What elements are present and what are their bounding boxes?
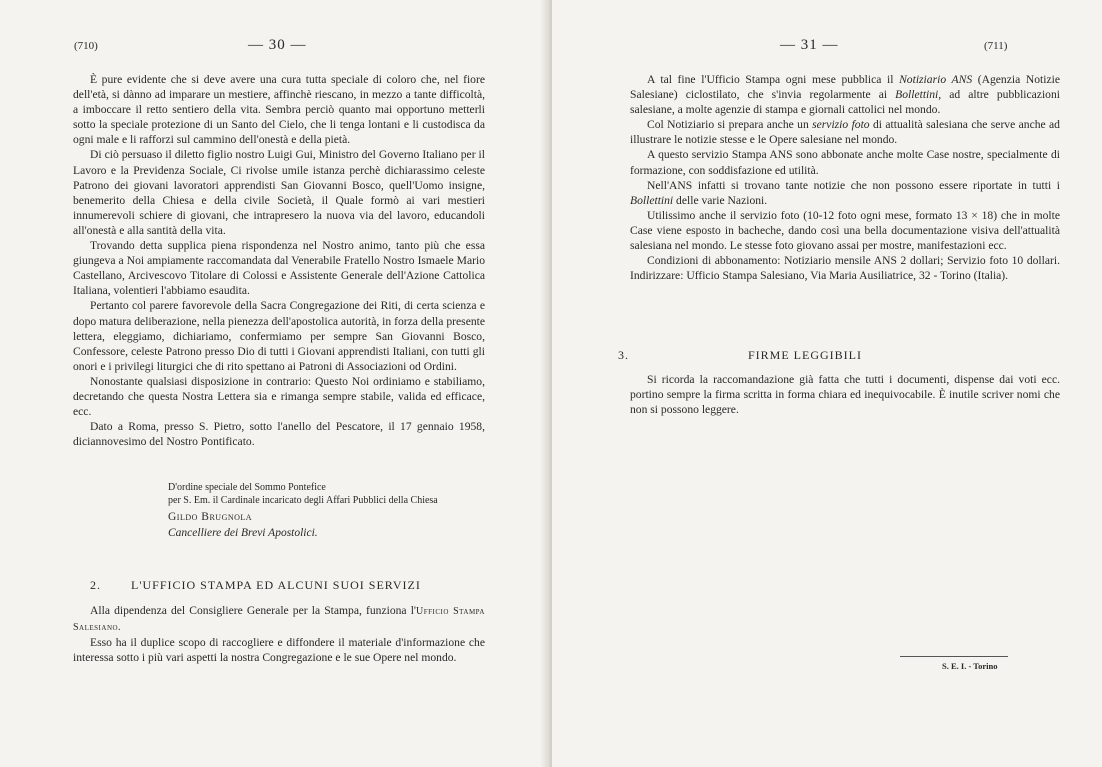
left-page-ref: (710) — [74, 40, 98, 52]
section-number: 3. — [618, 348, 629, 362]
paragraph: Trovando detta supplica piena rispondenza nel Nostro animo, tanto più che essa giungeva a Noi ampiamente raccomandata dal Venerabile Fratello Nostro Ismaele Mario Castellano, Arcivescovo Titolare di Colossi e Assistente Generale dell'Azione Cattolica Italiana, volentieri l'abbiamo esaudita. — [73, 239, 485, 298]
left-page — [0, 0, 548, 767]
footer-rule — [900, 656, 1008, 657]
right-section-body — [630, 372, 1060, 417]
printer-imprint: S. E. I. - Torino — [942, 661, 998, 671]
signature-block — [168, 481, 438, 540]
left-folio: — 30 — — [248, 37, 307, 53]
section-number: 2. — [90, 578, 101, 592]
publication-title: Bollettini — [630, 193, 674, 207]
paragraph-text: Alla dipendenza del Consigliere Generale per la Stampa, funziona l' — [90, 604, 416, 617]
paragraph-text: delle varie Nazioni. — [673, 193, 768, 207]
paragraph: Esso ha il duplice scopo di raccogliere e diffondere il materiale d'informazione che interessa sotto i più vari aspetti la nostra Congregazione e le sue Opere nel mondo. — [73, 636, 485, 665]
paragraph-text: Nell'ANS infatti si trovano tante notizie che non possono essere riportate in tutti i — [647, 178, 1060, 192]
signature-line: per S. Em. il Cardinale incaricato degli Affari Pubblici della Chiesa — [168, 495, 438, 506]
paragraph-text: Col Notiziario si prepara anche un — [647, 118, 813, 132]
service-name: servizio foto — [812, 118, 870, 132]
paragraph: Condizioni di abbonamento: Notiziario mensile ANS 2 dollari; Servizio foto 10 dollari. Indirizzare: Ufficio Stampa Salesiano, Via Maria Ausiliatrice, 32 - Torino (Italia). — [630, 254, 1060, 283]
paragraph — [630, 178, 1060, 208]
right-page — [552, 0, 1102, 767]
paragraph-text: , ad altre pubblicazioni salesiane, a molte agenzie di stampa e giornali cattolici nel mondo. — [630, 88, 1060, 117]
paragraph — [73, 603, 485, 635]
paragraph: Utilissimo anche il servizio foto (10-12 foto ogni mese, formato 13 × 18) che in molte Case viene esposto in bacheche, dando così una bella documentazione visiva dell'attualità salesiana nel mondo. Le stesse foto giovano assai per mostre, manifestazioni ecc. — [630, 208, 1060, 253]
section-heading — [90, 578, 421, 593]
signatory-name: Gildo Brugnola — [168, 511, 253, 523]
paragraph — [630, 117, 1060, 147]
paragraph: Pertanto col parere favorevole della Sacra Congregazione dei Riti, di certa scienza e dopo matura deliberazione, nella pienezza dell'apostolica autorità, in forza della presente lettera, eleggiamo, dichiariamo, confermiamo per sempre San Giovanni Bosco, Confessore, celeste Patrono presso Dio di tutti i Giovani apprendisti Italiani, con tutti gli onori e i privilegi liturgici che di rito spettano ai Patroni di Associazioni od Ordini. — [73, 299, 485, 373]
paragraph — [630, 72, 1060, 117]
paragraph-text: di attualità salesiana che serve anche ad illustrare le notizie stesse e le Opere salesiane nel mondo. — [630, 118, 1060, 147]
left-section-body — [73, 603, 485, 665]
signatory-role: Cancelliere dei Brevi Apostolici. — [168, 527, 318, 539]
paragraph-text: A tal fine l'Ufficio Stampa ogni mese pubblica il — [647, 73, 900, 86]
right-folio: — 31 — — [780, 37, 839, 53]
section-title: L'UFFICIO STAMPA ED ALCUNI SUOI SERVIZI — [131, 578, 421, 592]
section-heading — [618, 348, 1058, 363]
publication-title: Notiziario ANS — [899, 73, 973, 86]
paragraph: A questo servizio Stampa ANS sono abbonate anche molte Case nostre, specialmente di formazione, con soddisfazione ed utilità. — [630, 148, 1060, 177]
paragraph: Si ricorda la raccomandazione già fatta che tutti i documenti, dispense dai voti ecc. portino sempre la firma scritta in forma chiara ed inequivocabile. È inutile scriver nomi che non si possono leggere. — [630, 373, 1060, 417]
paragraph-text: (Agenzia Notizie Salesiane) ciclostilato, che s'invia regolarmente ai — [630, 73, 1060, 102]
paragraph: È pure evidente che si deve avere una cura tutta speciale di coloro che, nel fiore dell'età, si dànno ad imparare un mestiere, affinchè riescano, in mezzo a tante difficoltà, a imboccare il retto sentiero della vita. Sembra perciò quanto mai opportuno metterli sotto la speciale protezione di un Santo del Cielo, che li tenga lontani e li custodisca da ogni male e li rafforzi sul cammino dell'onestà e della pietà. — [73, 73, 485, 147]
left-body — [73, 72, 485, 449]
paragraph: Di ciò persuaso il diletto figlio nostro Luigi Gui, Ministro del Governo Italiano per il Lavoro e la Previdenza Sociale, Ci rivolse umile istanza perchè dichiarassimo celeste Patrono dei giovani lavoratori apprendisti San Giovanni Bosco, quell'Uomo insigne, benemerito della Chiesa e della civile Società, il Quale formò ai vari mestieri innumerevoli schiere di giovani, che intrapresero la nuova via del lavoro, educandoli all'onestà e alla santità della vita. — [73, 148, 485, 237]
paragraph: Nonostante qualsiasi disposizione in contrario: Questo Noi ordiniamo e stabiliamo, decretando che questa Nostra Lettera sia e rimanga sempre stabile, valida ed efficace, ecc. — [73, 374, 485, 419]
office-name: Ufficio Stampa Salesiano. — [73, 606, 485, 634]
right-body — [630, 72, 1060, 283]
section-title: FIRME LEGGIBILI — [748, 348, 862, 362]
paragraph: Dato a Roma, presso S. Pietro, sotto l'anello del Pescatore, il 17 gennaio 1958, diciannovesimo del Nostro Pontificato. — [73, 420, 485, 449]
right-page-ref: (711) — [984, 40, 1008, 52]
signature-line: D'ordine speciale del Sommo Pontefice — [168, 482, 326, 493]
publication-title: Bollettini — [895, 88, 939, 102]
